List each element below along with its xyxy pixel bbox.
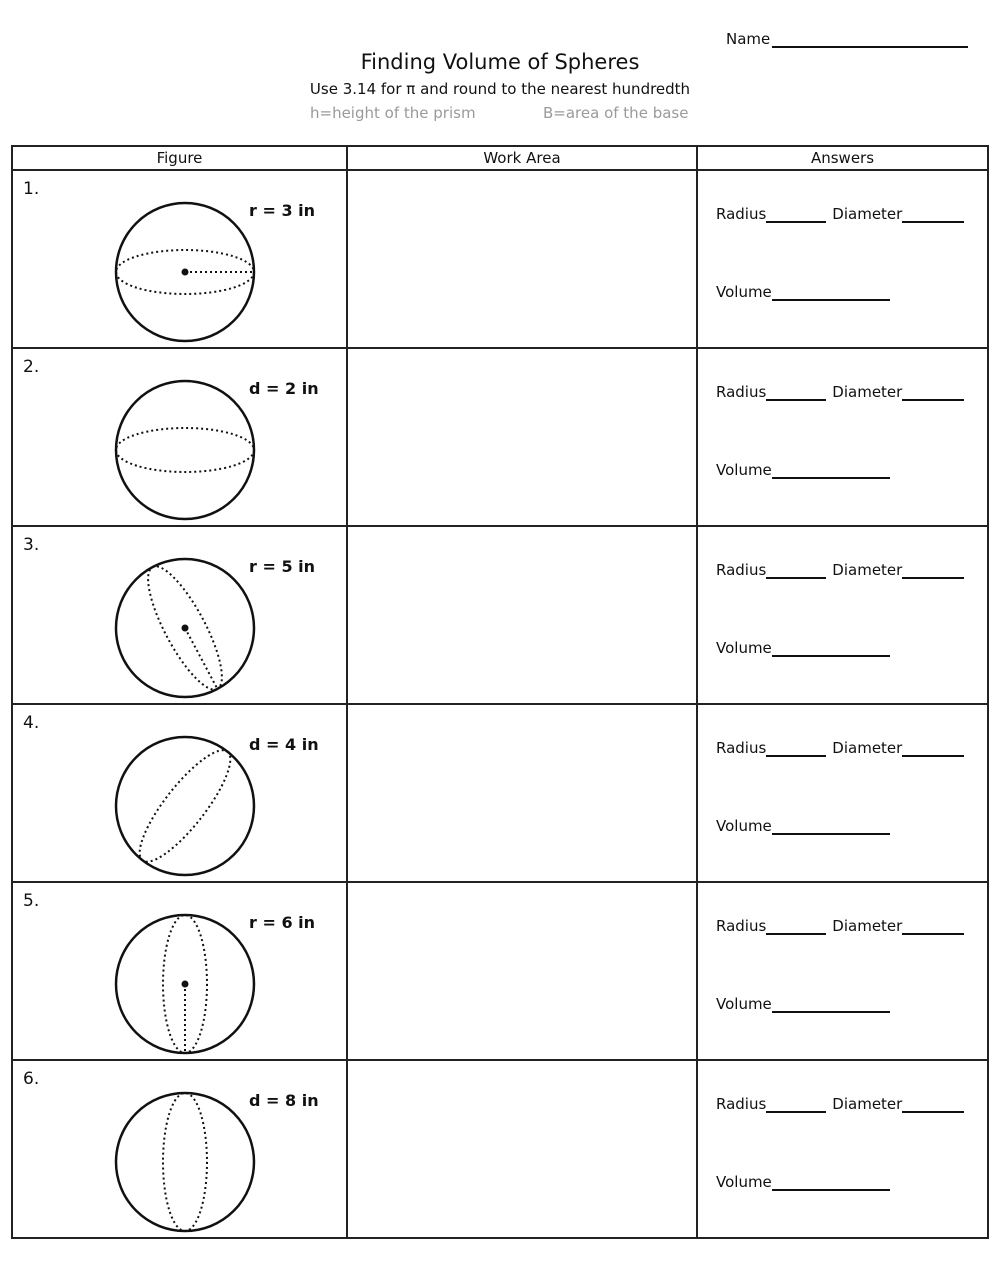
dimension-label: d = 2 in: [249, 379, 319, 398]
problem-number: 4.: [23, 713, 40, 733]
volume-row: [716, 995, 890, 1013]
volume-answer-blank[interactable]: [772, 641, 890, 657]
radius-label: Radius: [716, 917, 767, 935]
sphere-equator-dotted: [163, 1093, 207, 1231]
sphere-equator-dotted: [127, 739, 243, 872]
radius-label: Radius: [716, 561, 767, 579]
radius-label: Radius: [716, 739, 767, 757]
column-header-work-area: Work Area: [347, 146, 697, 170]
radius-answer-blank[interactable]: [766, 1097, 826, 1113]
sphere-figure: [99, 711, 274, 891]
sphere-figure: [99, 355, 274, 535]
radius-label: Radius: [716, 383, 767, 401]
table-row: [12, 526, 988, 704]
worksheet-instructions: Use 3.14 for π and round to the nearest hundredth: [309, 80, 691, 98]
diameter-label: Diameter: [832, 205, 903, 223]
answers-cell: [697, 1060, 988, 1238]
name-blank-line[interactable]: [772, 30, 968, 48]
radius-diameter-row: [716, 561, 964, 579]
volume-label: Volume: [716, 1173, 772, 1191]
volume-answer-blank[interactable]: [772, 819, 890, 835]
figure-holder: [99, 177, 274, 361]
figure-holder: [99, 889, 274, 1073]
sphere-outline: [116, 737, 254, 875]
volume-answer-blank[interactable]: [772, 285, 890, 301]
sphere-figure: [99, 533, 274, 713]
work-area-cell[interactable]: [347, 1060, 697, 1238]
figure-cell: [12, 882, 347, 1060]
radius-label: Radius: [716, 205, 767, 223]
sphere-equator-dotted: [116, 428, 254, 472]
center-point: [182, 269, 189, 276]
answers-cell: [697, 170, 988, 348]
center-point: [182, 981, 189, 988]
radius-answer-blank[interactable]: [766, 919, 826, 935]
sphere-outline: [116, 381, 254, 519]
problem-number: 5.: [23, 891, 40, 911]
dimension-label: d = 4 in: [249, 735, 319, 754]
problem-number: 6.: [23, 1069, 40, 1089]
diameter-answer-blank[interactable]: [902, 1097, 964, 1113]
answers-cell: [697, 704, 988, 882]
problem-number: 1.: [23, 179, 40, 199]
figure-holder: [99, 711, 274, 895]
radius-answer-blank[interactable]: [766, 741, 826, 757]
volume-label: Volume: [716, 639, 772, 657]
diameter-answer-blank[interactable]: [902, 385, 964, 401]
volume-label: Volume: [716, 283, 772, 301]
radius-answer-blank[interactable]: [766, 385, 826, 401]
diameter-label: Diameter: [832, 383, 903, 401]
diameter-label: Diameter: [832, 561, 903, 579]
radius-answer-blank[interactable]: [766, 207, 826, 223]
name-field[interactable]: [726, 30, 968, 48]
answers-cell: [697, 882, 988, 1060]
table-row: [12, 348, 988, 526]
dimension-label: r = 3 in: [249, 201, 316, 220]
radius-diameter-row: [716, 739, 964, 757]
diameter-answer-blank[interactable]: [902, 207, 964, 223]
volume-row: [716, 461, 890, 479]
figure-holder: [99, 533, 274, 717]
work-area-cell[interactable]: [347, 704, 697, 882]
dimension-label: d = 8 in: [249, 1091, 319, 1110]
note-base-area: B=area of the base: [543, 104, 689, 122]
volume-answer-blank[interactable]: [772, 1175, 890, 1191]
figure-cell: [12, 526, 347, 704]
diameter-answer-blank[interactable]: [902, 919, 964, 935]
sphere-figure: [99, 177, 274, 357]
worksheet-title: Finding Volume of Spheres: [360, 50, 640, 74]
figure-holder: [99, 355, 274, 539]
sphere-figure: [99, 1067, 274, 1247]
table-row: [12, 704, 988, 882]
answers-cell: [697, 526, 988, 704]
note-height: h=height of the prism: [310, 104, 476, 122]
table-row: [12, 882, 988, 1060]
column-header-figure: Figure: [12, 146, 347, 170]
name-label: Name: [726, 30, 771, 48]
work-area-cell[interactable]: [347, 526, 697, 704]
volume-row: [716, 283, 890, 301]
figure-cell: [12, 1060, 347, 1238]
table-row: [12, 170, 988, 348]
volume-row: [716, 817, 890, 835]
radius-label: Radius: [716, 1095, 767, 1113]
figure-cell: [12, 704, 347, 882]
work-area-cell[interactable]: [347, 348, 697, 526]
center-point: [182, 625, 189, 632]
diameter-answer-blank[interactable]: [902, 563, 964, 579]
figure-cell: [12, 170, 347, 348]
work-area-cell[interactable]: [347, 170, 697, 348]
volume-label: Volume: [716, 817, 772, 835]
table-header-row: [12, 146, 988, 170]
radius-diameter-row: [716, 1095, 964, 1113]
answers-cell: [697, 348, 988, 526]
radius-diameter-row: [716, 205, 964, 223]
sphere-outline: [116, 1093, 254, 1231]
dimension-label: r = 5 in: [249, 557, 316, 576]
dimension-label: r = 6 in: [249, 913, 316, 932]
radius-answer-blank[interactable]: [766, 563, 826, 579]
volume-row: [716, 1173, 890, 1191]
figure-holder: [99, 1067, 274, 1251]
sphere-figure: [99, 889, 274, 1069]
diameter-label: Diameter: [832, 1095, 903, 1113]
diameter-answer-blank[interactable]: [902, 741, 964, 757]
radius-diameter-row: [716, 917, 964, 935]
problem-number: 2.: [23, 357, 40, 377]
volume-answer-blank[interactable]: [772, 997, 890, 1013]
figure-cell: [12, 348, 347, 526]
volume-label: Volume: [716, 995, 772, 1013]
radius-diameter-row: [716, 383, 964, 401]
volume-row: [716, 639, 890, 657]
diameter-label: Diameter: [832, 739, 903, 757]
volume-answer-blank[interactable]: [772, 463, 890, 479]
problem-number: 3.: [23, 535, 40, 555]
work-area-cell[interactable]: [347, 882, 697, 1060]
problems-table: [11, 145, 989, 1239]
table-row: [12, 1060, 988, 1238]
volume-label: Volume: [716, 461, 772, 479]
diameter-label: Diameter: [832, 917, 903, 935]
column-header-answers: Answers: [697, 146, 988, 170]
